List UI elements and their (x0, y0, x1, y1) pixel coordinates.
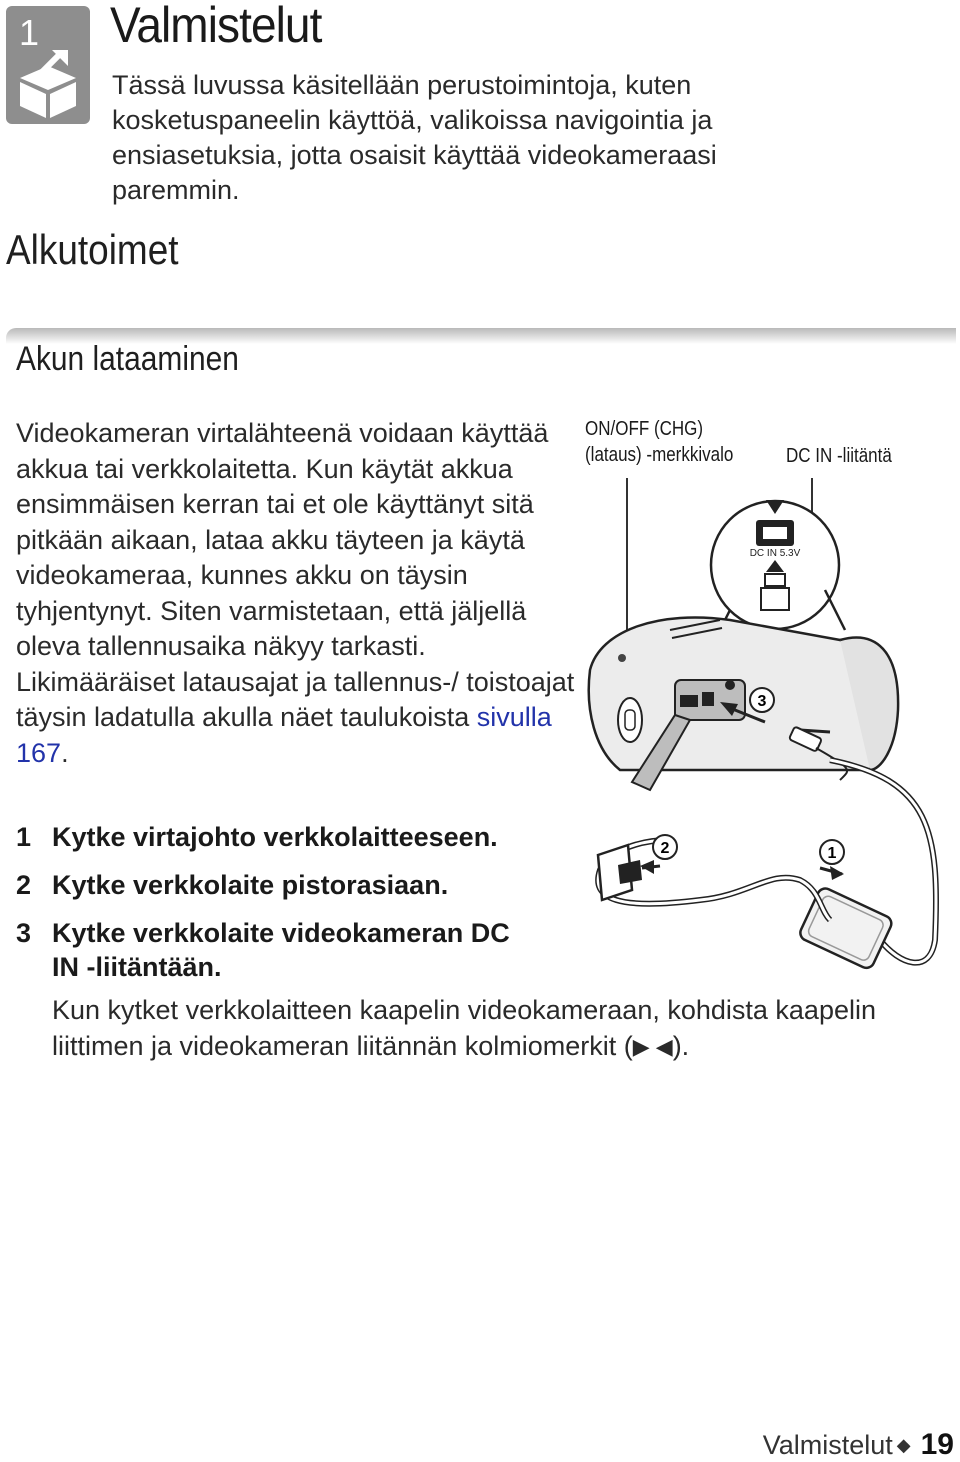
step-text: Kytke verkkolaite videokameran DC IN -liitäntään. (52, 918, 510, 982)
page-link[interactable]: sivulla 167 (16, 702, 552, 768)
step-item (16, 868, 448, 902)
page-footer (763, 1428, 954, 1462)
dcin-terminal-label: DC IN -liitäntä (786, 445, 892, 467)
chapter-title: Valmistelut (110, 0, 322, 53)
section-title: Alkutoimet (6, 226, 179, 273)
footer-section: Valmistelut (762, 1430, 893, 1460)
ac-adapter (798, 886, 894, 971)
page-number: 19 (920, 1428, 954, 1461)
note-text: Kun kytket verkkolaitteen kaapelin videokameraan, kohdista kaapelin liittimen ja videokameran liitännän kolmiomerkit ( (52, 995, 876, 1061)
dcin-port-text: DC IN 5.3V (749, 548, 801, 559)
note-end: ). (672, 1031, 690, 1061)
svg-text:2: 2 (660, 840, 670, 857)
onoff-label-line2: (lataus) -merkkivalo (585, 444, 734, 466)
step-text: Kytke virtajohto verkkolaitteeseen. (52, 822, 498, 852)
callout-3 (750, 688, 774, 712)
chapter-badge (6, 6, 90, 124)
subsection-title: Akun lataaminen (16, 340, 239, 378)
step-number: 1 (16, 822, 32, 852)
onoff-indicator-label (585, 416, 733, 468)
body-paragraph (16, 416, 576, 771)
step-item (16, 916, 536, 984)
step-note (52, 992, 952, 1065)
body-text: Videokameran virtalähteenä voidaan käyttää akkua tai verkkolaitetta. Kun käytät akkua ensimmäisen kerran tai et ole käyttänyt sitä pitkään aikaan, lataa akku täyteen ja käytä videokameraa, kunnes akku on täysin tyhjentynyt. Siten varmistetaan, että jäljellä oleva tallennusaika näkyy tarkasti. Likimääräiset latausajat ja tallennus-/ toistoajat täysin ladatulla akulla näet taulukoista (16, 418, 575, 732)
callout-1 (820, 840, 844, 864)
step-text: Kytke verkkolaite pistorasiaan. (52, 870, 449, 900)
onoff-label-line1: ON/OFF (CHG) (585, 418, 704, 440)
svg-text:1: 1 (827, 845, 837, 862)
camcorder-charging-illustration (580, 470, 950, 990)
callout-2 (653, 835, 677, 859)
diamond-icon: ◆ (896, 1435, 911, 1455)
chapter-number: 1 (19, 12, 40, 53)
triangle-marks-icon: ▶ ◀ (632, 1034, 673, 1059)
step-number: 2 (16, 870, 32, 900)
body-end: . (61, 737, 69, 768)
svg-text:3: 3 (757, 693, 767, 710)
box-icon (14, 48, 82, 120)
step-item (16, 820, 498, 854)
chapter-intro: Tässä luvussa käsitellään perustoimintoja, kuten kosketuspaneelin käyttöä, valikoissa navigointia ja ensiasetuksia, jotta osaisit käyttää videokameraasi paremmin. (112, 70, 717, 205)
step-number: 3 (16, 918, 32, 948)
